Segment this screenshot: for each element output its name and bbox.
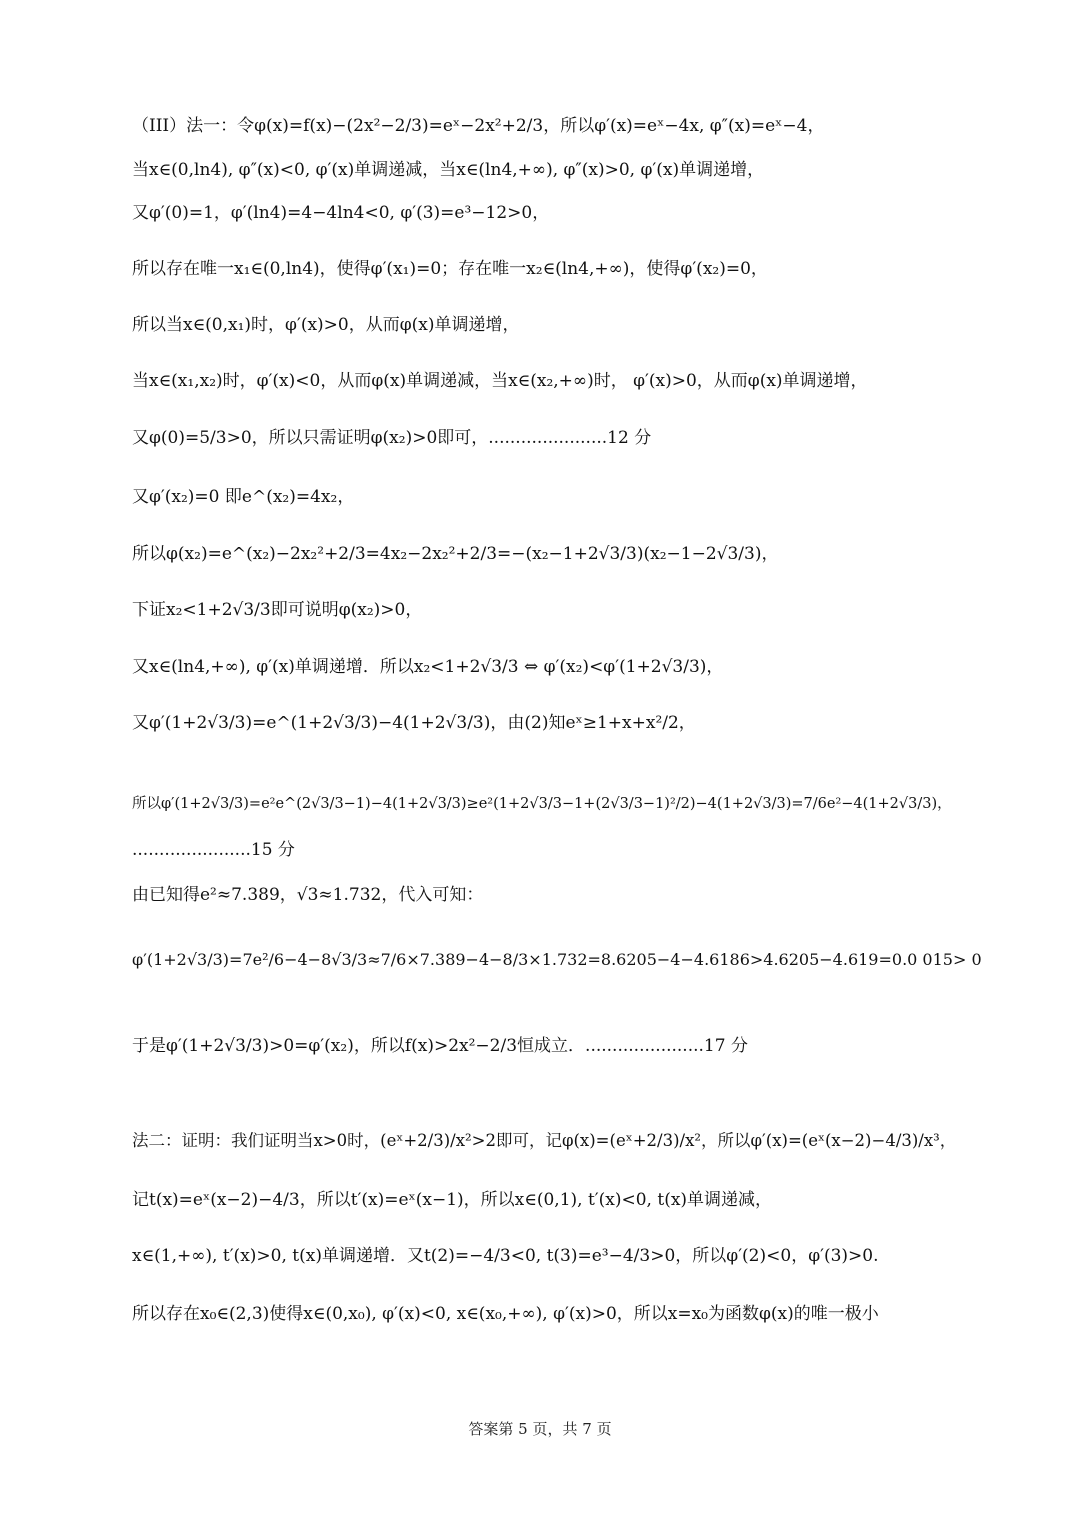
- text-line: x∈(1,+∞), t′(x)>0, t(x)单调递增．又t(2)=−4/3<0, t(3)=e³−4/3>0，所以φ′(2)<0，φ′(3)>0.: [132, 1246, 879, 1266]
- text-line: （III）法一：令φ(x)=f(x)−(2x²−2/3)=eˣ−2x²+2/3，所以φ′(x)=eˣ−4x, φ″(x)=eˣ−4，: [132, 116, 825, 136]
- text-line: 所以存在x₀∈(2,3)使得x∈(0,x₀), φ′(x)<0, x∈(x₀,+∞), φ′(x)>0，所以x=x₀为函数φ(x)的唯一极小: [132, 1304, 879, 1324]
- text-line: 当x∈(x₁,x₂)时，φ′(x)<0，从而φ(x)单调递减，当x∈(x₂,+∞)时， φ′(x)>0，从而φ(x)单调递增，: [132, 371, 868, 391]
- text-line: ......................15 分: [132, 840, 295, 860]
- text-line: 又φ′(0)=1，φ′(ln4)=4−4ln4<0, φ′(3)=e³−12>0，: [132, 203, 550, 223]
- text-line: 记t(x)=eˣ(x−2)−4/3，所以t′(x)=eˣ(x−1)，所以x∈(0,1), t′(x)<0, t(x)单调递减，: [132, 1190, 773, 1210]
- text-line: 所以φ(x₂)=e^(x₂)−2x₂²+2/3=4x₂−2x₂²+2/3=−(x₂−1+2√3/3)(x₂−1−2√3/3)，: [132, 544, 779, 564]
- text-line: 又x∈(ln4,+∞), φ′(x)单调递增．所以x₂<1+2√3/3 ⇔ φ′(x₂)<φ′(1+2√3/3)，: [132, 657, 724, 677]
- text-line: 于是φ′(1+2√3/3)>0=φ′(x₂)，所以f(x)>2x²−2/3恒成立．......................17 分: [132, 1036, 748, 1056]
- text-line: 所以φ′(1+2√3/3)=e²e^(2√3/3−1)−4(1+2√3/3)≥e²(1+2√3/3−1+(2√3/3−1)²/2)−4(1+2√3/3)=7/6e²−4(1+2√3/3)，: [132, 796, 952, 812]
- text-line: 又φ(0)=5/3>0，所以只需证明φ(x₂)>0即可，......................12 分: [132, 428, 652, 448]
- text-line: 所以存在唯一x₁∈(0,ln4)，使得φ′(x₁)=0；存在唯一x₂∈(ln4,+∞)，使得φ′(x₂)=0，: [132, 259, 768, 279]
- text-line: 当x∈(0,ln4), φ″(x)<0, φ′(x)单调递减，当x∈(ln4,+∞), φ″(x)>0, φ′(x)单调递增，: [132, 160, 765, 180]
- text-line: 又φ′(x₂)=0 即e^(x₂)=4x₂，: [132, 487, 355, 507]
- page-footer: 答案第 5 页，共 7 页: [468, 1420, 612, 1438]
- text-line: 由已知得e²≈7.389，√3≈1.732，代入可知：: [132, 885, 484, 905]
- text-line: 下证x₂<1+2√3/3即可说明φ(x₂)>0，: [132, 600, 423, 620]
- text-line: 法二：证明：我们证明当x>0时，(eˣ+2/3)/x²>2即可，记φ(x)=(eˣ+2/3)/x²，所以φ′(x)=(eˣ(x−2)−4/3)/x³，: [132, 1131, 957, 1150]
- text-line: φ′(1+2√3/3)=7e²/6−4−8√3/3≈7/6×7.389−4−8/3×1.732=8.6205−4−4.6186>4.6205−4.619=0.0 015> 0: [132, 950, 982, 969]
- text-line: 所以当x∈(0,x₁)时，φ′(x)>0，从而φ(x)单调递增，: [132, 315, 520, 335]
- text-line: 又φ′(1+2√3/3)=e^(1+2√3/3)−4(1+2√3/3)，由(2)知eˣ≥1+x+x²/2，: [132, 713, 696, 733]
